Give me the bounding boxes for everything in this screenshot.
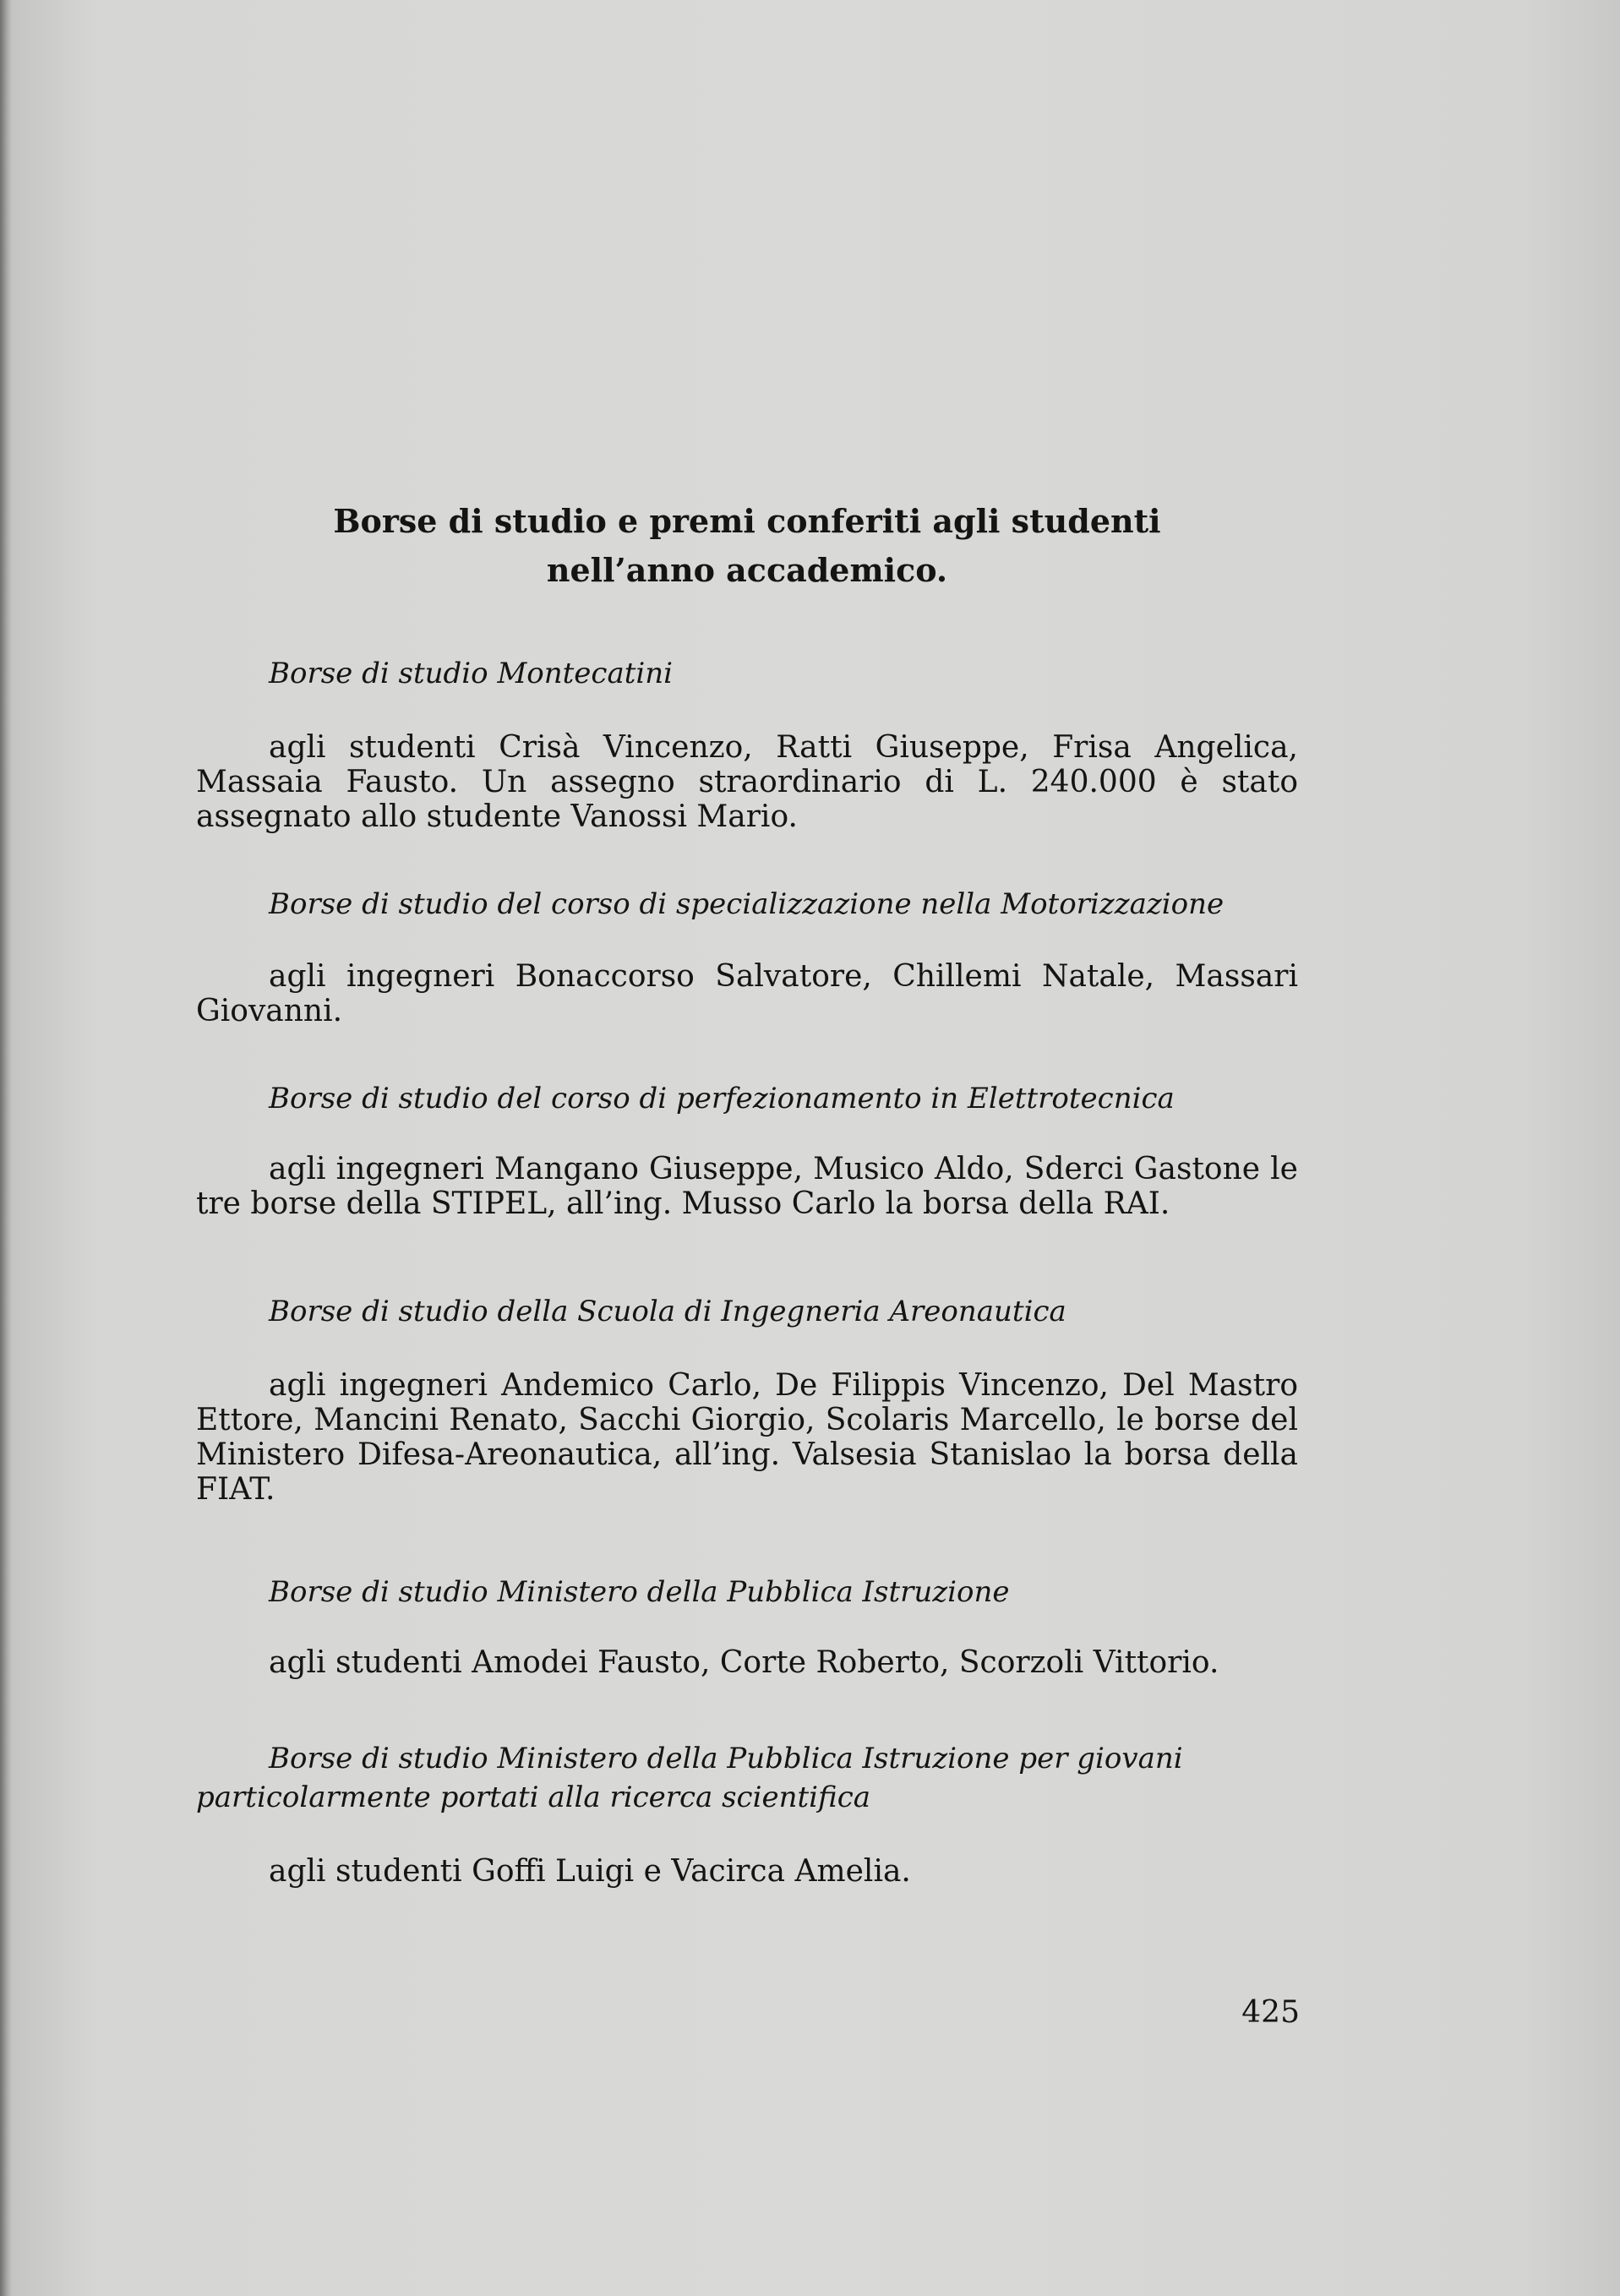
title-line-2: nell’anno accademico. xyxy=(546,551,948,589)
page-binding-edge xyxy=(0,0,12,2296)
section-heading-elettrotecnica: Borse di studio del corso di perfezionamento in Elettrotecnica xyxy=(269,1082,1175,1115)
page-number: 425 xyxy=(1241,1995,1300,2030)
section-heading-motorizzazione: Borse di studio del corso di specializzazione nella Motorizzazione xyxy=(269,887,1225,921)
section-heading-montecatini: Borse di studio Montecatini xyxy=(269,657,674,690)
text-block xyxy=(196,473,1298,1889)
section-heading-areonautica: Borse di studio della Scuola di Ingegneria Areonautica xyxy=(269,1295,1066,1328)
section-body-elettrotecnica: agli ingegneri Mangano Giuseppe, Musico Aldo, Sderci Gastone le tre borse della STIPEL, all’ing. Musso Carlo la borsa della RAI. xyxy=(196,1152,1298,1221)
section-body-ricerca-scientifica: agli studenti Goffi Luigi e Vacirca Amelia. xyxy=(269,1854,911,1889)
section-body-pubblica-istruzione: agli studenti Amodei Fausto, Corte Roberto, Scorzoli Vittorio. xyxy=(269,1645,1219,1680)
section-body-montecatini: agli studenti Crisà Vincenzo, Ratti Giuseppe, Frisa Angelica, Massaia Fausto. Un assegno straordinario di L. 240.000 è stato assegnato allo studente Vanossi Mario. xyxy=(196,730,1298,834)
section-body-areonautica: agli ingegneri Andemico Carlo, De Filippis Vincenzo, Del Mastro Ettore, Mancini Renato, Sacchi Giorgio, Scolaris Marcello, le borse del Ministero Difesa-Areonautica, all’ing. Valsesia Stanislao la borsa della FIAT. xyxy=(196,1368,1298,1507)
section-body-motorizzazione: agli ingegneri Bonaccorso Salvatore, Chillemi Natale, Massari Giovanni. xyxy=(196,959,1298,1028)
section-heading-ricerca-scientifica: Borse di studio Ministero della Pubblica Istruzione per giovani particolarmente portati alla ricerca scientifica xyxy=(196,1742,1183,1814)
page-title xyxy=(196,497,1298,595)
section-heading-pubblica-istruzione: Borse di studio Ministero della Pubblica Istruzione xyxy=(269,1575,1010,1609)
title-line-1: Borse di studio e premi conferiti agli studenti xyxy=(333,502,1161,540)
